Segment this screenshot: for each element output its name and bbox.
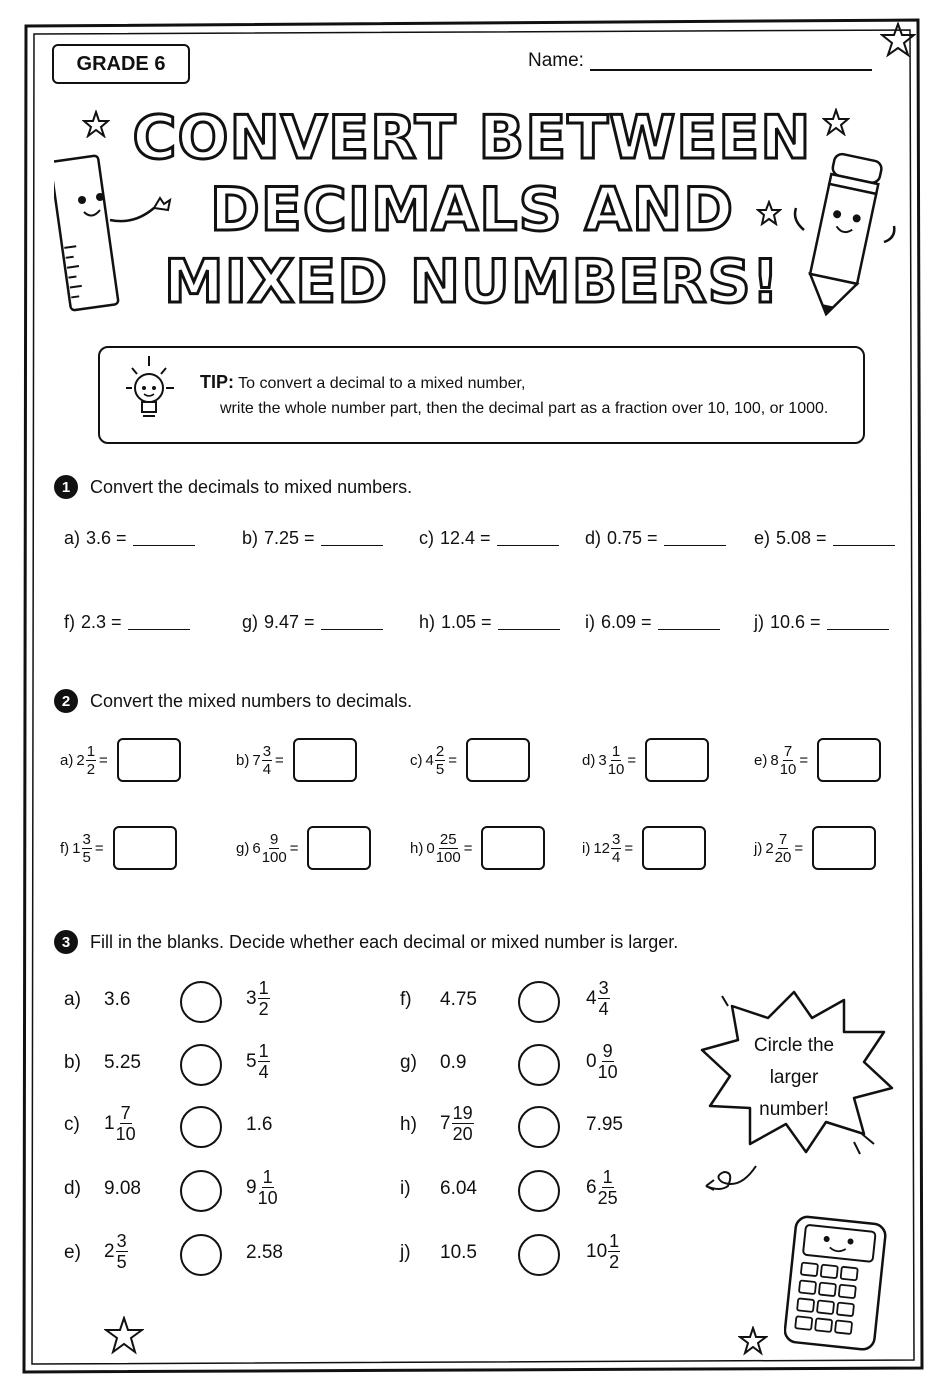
right-value bbox=[586, 1168, 618, 1207]
whole-part: 1 bbox=[72, 839, 81, 857]
whole-part: 0 bbox=[586, 1050, 597, 1072]
mixed-number bbox=[426, 832, 460, 865]
mixed-number bbox=[440, 1104, 474, 1143]
swirl-arrow-icon bbox=[700, 1160, 760, 1196]
question-label: h) bbox=[400, 1114, 417, 1135]
equals-sign: = bbox=[463, 839, 473, 857]
question-label: d) bbox=[64, 1178, 81, 1199]
whole-part: 10 bbox=[586, 1240, 608, 1262]
mixed-number bbox=[252, 832, 286, 865]
left-value bbox=[104, 1232, 128, 1271]
right-value bbox=[586, 1042, 618, 1081]
callout-line-3: number! bbox=[759, 1099, 829, 1120]
mixed-number bbox=[586, 1232, 620, 1271]
whole-part: 0 bbox=[426, 839, 435, 857]
left-value: 4.75 bbox=[440, 989, 477, 1010]
whole-part: 5 bbox=[246, 1050, 257, 1072]
whole-part: 12 bbox=[593, 839, 611, 857]
numerator: 1 bbox=[258, 1041, 269, 1061]
question-value: 9.47 = bbox=[264, 612, 315, 632]
question-label: i) bbox=[582, 839, 591, 857]
whole-part: 2 bbox=[104, 1240, 115, 1262]
section-1-instruction: Convert the decimals to mixed numbers. bbox=[90, 477, 413, 497]
question-label: i) bbox=[400, 1178, 411, 1199]
answer-box[interactable] bbox=[117, 738, 181, 782]
whole-part: 7 bbox=[440, 1112, 451, 1134]
answer-blank[interactable] bbox=[827, 629, 889, 630]
denominator: 10 bbox=[597, 1062, 618, 1082]
answer-box[interactable] bbox=[645, 738, 709, 782]
question-item bbox=[754, 738, 881, 782]
question-value: 0.75 = bbox=[607, 528, 658, 548]
denominator: 100 bbox=[261, 848, 287, 866]
answer-blank[interactable] bbox=[128, 629, 190, 630]
answer-blank[interactable] bbox=[321, 545, 383, 546]
answer-box[interactable] bbox=[113, 826, 177, 870]
mixed-number bbox=[765, 832, 791, 865]
answer-box[interactable] bbox=[642, 826, 706, 870]
answer-box[interactable] bbox=[481, 826, 545, 870]
question-label: f) bbox=[400, 989, 412, 1010]
question-label: c) bbox=[410, 751, 423, 769]
mixed-number bbox=[586, 1168, 618, 1207]
numerator: 25 bbox=[439, 830, 457, 848]
mixed-number bbox=[593, 832, 621, 865]
fraction bbox=[452, 1104, 474, 1143]
whole-part: 8 bbox=[770, 751, 779, 769]
question-item bbox=[60, 738, 181, 782]
right-value bbox=[586, 979, 610, 1018]
equals-sign: = bbox=[799, 751, 809, 769]
equals-sign: = bbox=[289, 839, 299, 857]
whole-part: 6 bbox=[586, 1176, 597, 1198]
mixed-number bbox=[598, 744, 624, 777]
tip-box bbox=[98, 346, 865, 444]
question-item bbox=[582, 826, 706, 870]
star-icon bbox=[880, 22, 916, 58]
compare-circle[interactable] bbox=[180, 1106, 222, 1148]
fraction bbox=[608, 1232, 620, 1271]
section-3-instruction: Fill in the blanks. Decide whether each decimal or mixed number is larger. bbox=[90, 932, 679, 952]
question-item bbox=[236, 738, 357, 782]
question-value: 5.08 = bbox=[776, 528, 827, 548]
question-label: c) bbox=[64, 1114, 80, 1135]
question-label: a) bbox=[64, 989, 81, 1010]
lightbulb-icon bbox=[118, 352, 180, 432]
answer-blank[interactable] bbox=[133, 545, 195, 546]
whole-part: 4 bbox=[586, 987, 597, 1009]
denominator: 10 bbox=[257, 1188, 278, 1208]
whole-part: 1 bbox=[104, 1112, 115, 1134]
question-label: g) bbox=[236, 839, 250, 857]
question-item bbox=[410, 738, 530, 782]
right-value bbox=[246, 1042, 270, 1081]
fraction bbox=[598, 1042, 618, 1081]
mixed-number bbox=[586, 979, 610, 1018]
name-field[interactable] bbox=[590, 69, 872, 71]
compare-circle[interactable] bbox=[518, 981, 560, 1023]
denominator: 4 bbox=[598, 999, 609, 1019]
question-label: e) bbox=[754, 751, 768, 769]
mixed-number bbox=[104, 1104, 136, 1143]
denominator: 10 bbox=[607, 760, 625, 778]
fraction bbox=[258, 979, 270, 1018]
answer-box[interactable] bbox=[812, 826, 876, 870]
mixed-number bbox=[586, 1042, 618, 1081]
numerator: 1 bbox=[262, 1167, 273, 1187]
question-label: h) bbox=[419, 612, 436, 632]
right-value: 7.95 bbox=[586, 1114, 623, 1135]
question-value: 7.25 = bbox=[264, 528, 315, 548]
left-value: 9.08 bbox=[104, 1178, 141, 1199]
mixed-number bbox=[246, 1042, 270, 1081]
callout-line-2: larger bbox=[769, 1067, 819, 1088]
fraction bbox=[598, 979, 610, 1018]
answer-box[interactable] bbox=[293, 738, 357, 782]
numerator: 19 bbox=[452, 1103, 473, 1123]
question-item bbox=[419, 612, 560, 633]
question-label: c) bbox=[419, 528, 434, 548]
question-item bbox=[754, 528, 895, 549]
question-value: 10.6 = bbox=[770, 612, 821, 632]
numerator: 9 bbox=[602, 1041, 613, 1061]
numerator: 3 bbox=[598, 978, 609, 998]
question-value: 6.09 = bbox=[601, 612, 652, 632]
equals-sign: = bbox=[627, 751, 637, 769]
tip-line-1: To convert a decimal to a mixed number, bbox=[238, 375, 526, 392]
mixed-number bbox=[72, 832, 92, 865]
compare-circle[interactable] bbox=[518, 1234, 560, 1276]
denominator: 2 bbox=[609, 1252, 620, 1272]
numerator: 1 bbox=[602, 1167, 613, 1187]
numerator: 7 bbox=[783, 742, 793, 760]
numerator: 1 bbox=[611, 742, 621, 760]
denominator: 20 bbox=[452, 1124, 473, 1144]
denominator: 2 bbox=[86, 760, 96, 778]
question-item bbox=[585, 612, 720, 633]
fraction bbox=[598, 1168, 618, 1207]
question-label: d) bbox=[585, 528, 602, 548]
fraction bbox=[611, 832, 621, 865]
question-item bbox=[242, 612, 383, 633]
denominator: 100 bbox=[435, 848, 461, 866]
question-label: a) bbox=[60, 751, 74, 769]
question-item bbox=[582, 738, 709, 782]
whole-part: 3 bbox=[246, 987, 257, 1009]
question-item bbox=[64, 612, 190, 633]
question-item bbox=[236, 826, 371, 870]
fraction bbox=[258, 1168, 278, 1207]
denominator: 4 bbox=[258, 1062, 269, 1082]
mixed-number bbox=[76, 744, 96, 777]
answer-blank[interactable] bbox=[833, 545, 895, 546]
compare-circle[interactable] bbox=[518, 1044, 560, 1086]
right-value bbox=[246, 1168, 278, 1207]
title-line-3: MIXED NUMBERS! bbox=[163, 247, 781, 317]
fraction bbox=[608, 744, 625, 777]
fraction bbox=[435, 744, 445, 777]
answer-box[interactable] bbox=[466, 738, 530, 782]
question-label: j) bbox=[400, 1242, 411, 1263]
section-1-number: 1 bbox=[54, 475, 78, 499]
whole-part: 6 bbox=[252, 839, 261, 857]
denominator: 5 bbox=[82, 848, 91, 866]
answer-blank[interactable] bbox=[498, 629, 560, 630]
denominator: 10 bbox=[115, 1124, 136, 1144]
right-value: 2.58 bbox=[246, 1242, 283, 1263]
mixed-number bbox=[246, 1168, 278, 1207]
answer-blank[interactable] bbox=[321, 629, 383, 630]
denominator: 4 bbox=[612, 848, 621, 866]
fraction bbox=[86, 744, 96, 777]
mixed-number bbox=[104, 1232, 128, 1271]
denominator: 5 bbox=[435, 760, 445, 778]
mixed-number bbox=[252, 744, 272, 777]
question-item bbox=[754, 826, 876, 870]
numerator: 3 bbox=[262, 742, 272, 760]
whole-part: 2 bbox=[76, 751, 85, 769]
question-label: a) bbox=[64, 528, 81, 548]
answer-box[interactable] bbox=[817, 738, 881, 782]
question-label: i) bbox=[585, 612, 595, 632]
numerator: 2 bbox=[435, 742, 445, 760]
whole-part: 2 bbox=[765, 839, 774, 857]
grade-badge: GRADE 6 bbox=[52, 44, 190, 84]
denominator: 20 bbox=[774, 848, 792, 866]
question-label: e) bbox=[64, 1242, 81, 1263]
question-label: f) bbox=[64, 612, 75, 632]
equals-sign: = bbox=[624, 839, 634, 857]
question-item bbox=[754, 612, 889, 633]
denominator: 2 bbox=[258, 999, 269, 1019]
left-value: 6.04 bbox=[440, 1178, 477, 1199]
mixed-number bbox=[246, 979, 270, 1018]
compare-circle[interactable] bbox=[180, 1234, 222, 1276]
compare-circle[interactable] bbox=[180, 1170, 222, 1212]
fraction bbox=[436, 832, 461, 865]
fraction bbox=[262, 832, 287, 865]
numerator: 1 bbox=[86, 742, 96, 760]
question-label: d) bbox=[582, 751, 596, 769]
numerator: 1 bbox=[258, 978, 269, 998]
whole-part: 3 bbox=[598, 751, 607, 769]
fraction bbox=[116, 1232, 128, 1271]
compare-circle[interactable] bbox=[180, 1044, 222, 1086]
question-value: 12.4 = bbox=[440, 528, 491, 548]
question-label: j) bbox=[754, 839, 763, 857]
compare-circle[interactable] bbox=[518, 1170, 560, 1212]
numerator: 1 bbox=[609, 1231, 620, 1251]
whole-part: 4 bbox=[425, 751, 434, 769]
section-3-number: 3 bbox=[54, 930, 78, 954]
question-value: 1.05 = bbox=[441, 612, 492, 632]
question-label: b) bbox=[236, 751, 250, 769]
question-item bbox=[242, 528, 383, 549]
tip-label: TIP: bbox=[200, 372, 234, 392]
left-value: 10.5 bbox=[440, 1242, 477, 1263]
fraction bbox=[82, 832, 92, 865]
right-value: 1.6 bbox=[246, 1114, 273, 1135]
question-value: 3.6 = bbox=[86, 528, 127, 548]
question-label: j) bbox=[754, 612, 764, 632]
question-item bbox=[60, 826, 177, 870]
tip-line-2: write the whole number part, then the decimal part as a fraction over 10, 100, or 1000. bbox=[220, 400, 829, 417]
fraction bbox=[780, 744, 797, 777]
compare-circle[interactable] bbox=[518, 1106, 560, 1148]
denominator: 5 bbox=[116, 1252, 127, 1272]
question-item bbox=[410, 826, 545, 870]
fraction bbox=[258, 1042, 270, 1081]
section-2-instruction: Convert the mixed numbers to decimals. bbox=[90, 691, 413, 711]
callout-line-1: Circle the bbox=[753, 1035, 835, 1056]
star-icon bbox=[738, 1326, 768, 1356]
question-label: e) bbox=[754, 528, 771, 548]
right-value bbox=[246, 979, 270, 1018]
whole-part: 9 bbox=[246, 1176, 257, 1198]
calculator-mascot bbox=[784, 1214, 888, 1354]
compare-circle[interactable] bbox=[180, 981, 222, 1023]
numerator: 3 bbox=[612, 830, 621, 848]
left-value: 5.25 bbox=[104, 1052, 141, 1073]
title-line-2: DECIMALS AND bbox=[209, 175, 735, 245]
question-value: 2.3 = bbox=[81, 612, 122, 632]
numerator: 3 bbox=[82, 830, 91, 848]
numerator: 9 bbox=[270, 830, 279, 848]
mixed-number bbox=[770, 744, 796, 777]
equals-sign: = bbox=[275, 751, 284, 769]
equals-sign: = bbox=[94, 839, 104, 857]
left-value bbox=[104, 1104, 136, 1143]
section-2-number: 2 bbox=[54, 689, 78, 713]
title-line-1: CONVERT BETWEEN bbox=[132, 103, 812, 173]
equals-sign: = bbox=[448, 751, 457, 769]
star-icon bbox=[104, 1316, 144, 1356]
fraction bbox=[116, 1104, 136, 1143]
whole-part: 7 bbox=[252, 751, 261, 769]
left-value: 0.9 bbox=[440, 1052, 467, 1073]
denominator: 10 bbox=[779, 760, 797, 778]
question-label: b) bbox=[64, 1052, 81, 1073]
right-value bbox=[586, 1232, 620, 1271]
question-label: h) bbox=[410, 839, 424, 857]
question-label: g) bbox=[400, 1052, 417, 1073]
equals-sign: = bbox=[99, 751, 108, 769]
answer-box[interactable] bbox=[307, 826, 371, 870]
fraction bbox=[262, 744, 272, 777]
equals-sign: = bbox=[794, 839, 804, 857]
numerator: 7 bbox=[778, 830, 788, 848]
left-value: 3.6 bbox=[104, 989, 131, 1010]
question-item bbox=[64, 528, 195, 549]
question-label: f) bbox=[60, 839, 70, 857]
denominator: 25 bbox=[597, 1188, 618, 1208]
question-label: b) bbox=[242, 528, 259, 548]
answer-blank[interactable] bbox=[664, 545, 726, 546]
question-item bbox=[585, 528, 726, 549]
answer-blank[interactable] bbox=[658, 629, 720, 630]
denominator: 4 bbox=[262, 760, 272, 778]
answer-blank[interactable] bbox=[497, 545, 559, 546]
left-value bbox=[440, 1104, 474, 1143]
mixed-number bbox=[426, 744, 446, 777]
fraction bbox=[775, 832, 792, 865]
numerator: 7 bbox=[120, 1103, 131, 1123]
question-item bbox=[419, 528, 559, 549]
numerator: 3 bbox=[116, 1231, 127, 1251]
question-label: g) bbox=[242, 612, 259, 632]
name-label: Name: bbox=[528, 50, 584, 71]
